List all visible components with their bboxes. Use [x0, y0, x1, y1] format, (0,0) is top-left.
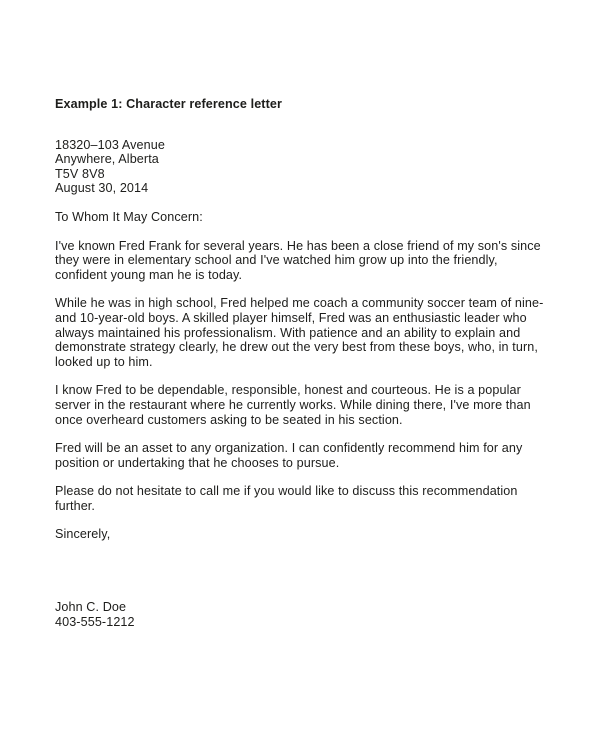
paragraph-1: I've known Fred Frank for several years. He has been a close friend of my son's since they were in elementary school and I've watched him grow up into the friendly, confident young man he is today. — [55, 238, 541, 282]
address-line-postal-code: T5V 8V8 — [55, 166, 105, 181]
signature-name: John C. Doe — [55, 600, 127, 615]
sender-address-block — [55, 138, 552, 196]
paragraph-3: I know Fred to be dependable, responsible, honest and courteous. He is a popular server in the restaurant where he currently works. While dining there, I've more than once overheard customers asking to be seated in his section. — [55, 383, 531, 427]
letter-title: Example 1: Character reference letter — [55, 97, 282, 111]
paragraph-4: Fred will be an asset to any organization. I can confidently recommend him for any position or undertaking that he chooses to pursue. — [55, 441, 523, 470]
signature-phone: 403-555-1212 — [55, 614, 135, 629]
letter-body — [55, 97, 552, 629]
address-line-street: 18320–103 Avenue — [55, 137, 165, 152]
paragraph-5: Please do not hesitate to call me if you would like to discuss this recommendation further. — [55, 484, 518, 513]
address-line-city: Anywhere, Alberta — [55, 152, 159, 167]
paragraph-2: While he was in high school, Fred helped me coach a community soccer team of nine- and 10-year-old boys. A skilled player himself, Fred was an enthusiastic leader who always maintained his professionalism. With patience and an ability to explain and demonstrate strategy clearly, he drew out the very best from these boys, who, in turn, looked up to him. — [55, 296, 544, 369]
letter-date: August 30, 2014 — [55, 181, 149, 196]
salutation: To Whom It May Concern: — [55, 209, 203, 224]
closing: Sincerely, — [55, 527, 111, 542]
signature-block — [55, 600, 552, 629]
